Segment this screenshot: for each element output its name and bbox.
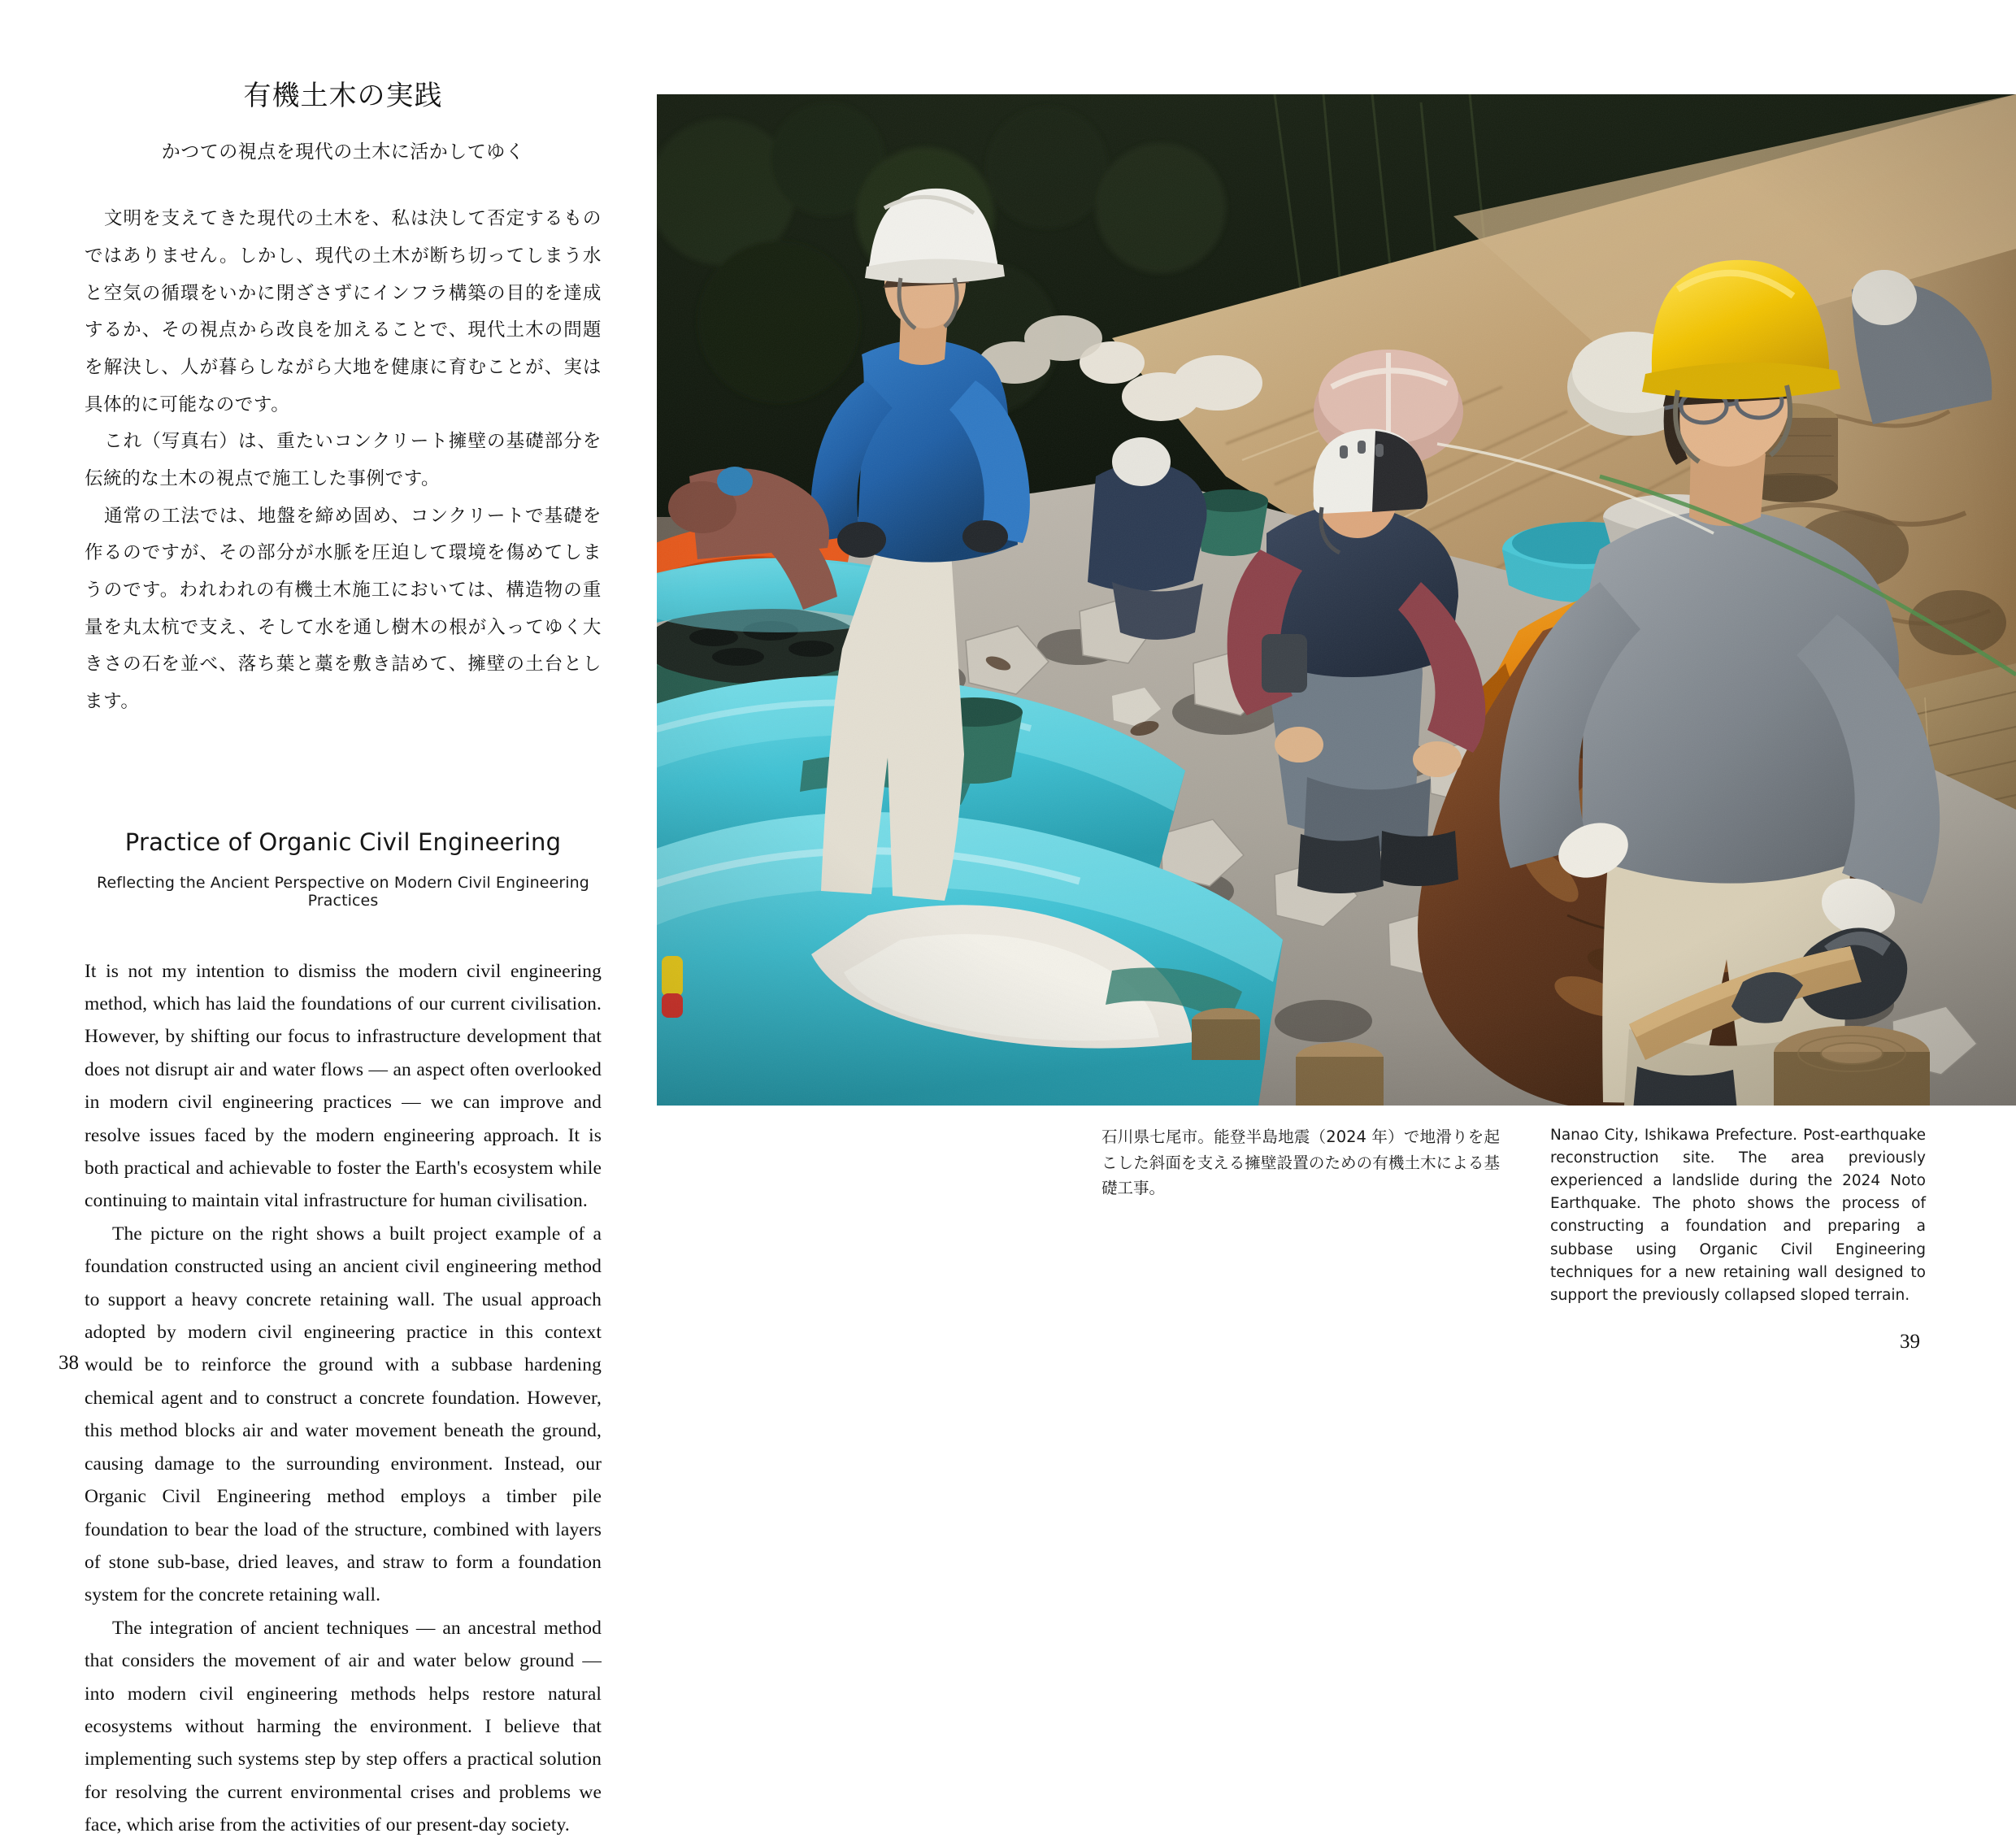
page-number-right: 39 bbox=[1900, 1331, 1920, 1353]
left-text-column bbox=[85, 78, 602, 1842]
japanese-title: 有機土木の実践 bbox=[243, 80, 443, 112]
japanese-paragraph-1: 文明を支えてきた現代の土木を、私は決して否定するものではありません。しかし、現代の土木が断ち切ってしまう水と空気の循環をいかに閉ざさずにインフラ構築の目的を達成するか、その視点から改良を加えることで、現代土木の問題を解決し、人が暮らしながら大地を健康に育むことが、実は具体的に可能なのです。 bbox=[85, 208, 602, 415]
caption-english: Nanao City, Ishikawa Prefecture. Post-earthquake reconstruction site. The area previously experienced a landslide during the 2024 Noto Earthquake. The photo shows the process of constructing a foundation and preparing a subbase using Organic Civil Engineering techniques for a new retaining wall designed to support the previously collapsed sloped terrain. bbox=[1550, 1127, 1926, 1304]
english-paragraph-2: The picture on the right shows a built project example of a foundation constructed using an ancient civil engineering method to support a heavy concrete retaining wall. The usual approach adopted by modern civil engineering practice in this context would be to reinforce the ground with a subbase hardening chemical agent and to construct a concrete foundation. However, this method blocks air and water movement beneath the ground, causing damage to the surrounding environment. Instead, our Organic Civil Engineering method employs a timber pile foundation to bear the load of the structure, combined with layers of stone sub-base, dried leaves, and straw to form a foundation system for the concrete retaining wall. bbox=[85, 1223, 602, 1606]
english-subtitle: Reflecting the Ancient Perspective on Modern Civil Engineering Practices bbox=[97, 873, 589, 910]
construction-site-photo bbox=[657, 94, 2016, 1106]
japanese-paragraph-3: 通常の工法では、地盤を締め固め、コンクリートで基礎を作るのですが、その部分が水脈を圧迫して環境を傷めてしまうのです。われわれの有機土木施工においては、構造物の重量を丸太杭で支え、そして水を通し樹木の根が入ってゆく大きさの石を並べ、落ち葉と藁を敷き詰めて、擁壁の土台とします。 bbox=[85, 505, 602, 712]
page-number-left: 38 bbox=[59, 1352, 79, 1374]
caption-japanese: 石川県七尾市。能登半島地震（2024 年）で地滑りを起こした斜面を支える擁壁設置のための有機土木による基礎工事。 bbox=[1101, 1127, 1500, 1198]
english-heading-block bbox=[85, 828, 602, 910]
english-title: Practice of Organic Civil Engineering bbox=[124, 828, 562, 856]
photo-captions bbox=[1101, 1124, 1963, 1307]
english-paragraph-3: The integration of ancient techniques — an ancestral method that considers the movement of air and water below ground — into modern civil engineering methods helps restore natural ecosystems without harming the environment. I believe that implementing such systems step by step offers a practical solution for resolving the current environmental crises and problems we face, which arise from the activities of our present-day society. bbox=[85, 1617, 602, 1836]
japanese-subtitle: かつての視点を現代の土木に活かしてゆく bbox=[161, 141, 525, 163]
japanese-paragraph-2: これ（写真右）は、重たいコンクリート擁壁の基礎部分を伝統的な土木の視点で施工した事例です。 bbox=[85, 431, 602, 489]
english-paragraph-1: It is not my intention to dismiss the modern civil engineering method, which has laid the foundations of our current civilisation. However, by shifting our focus to infrastructure development that does not disrupt air and water flows — an aspect often overlooked in modern civil engineering practices — we can improve and resolve issues faced by the modern engineering approach. It is both practical and achievable to foster the Earth's ecosystem while continuing to maintain vital infrastructure for human civilisation. bbox=[85, 960, 602, 1212]
